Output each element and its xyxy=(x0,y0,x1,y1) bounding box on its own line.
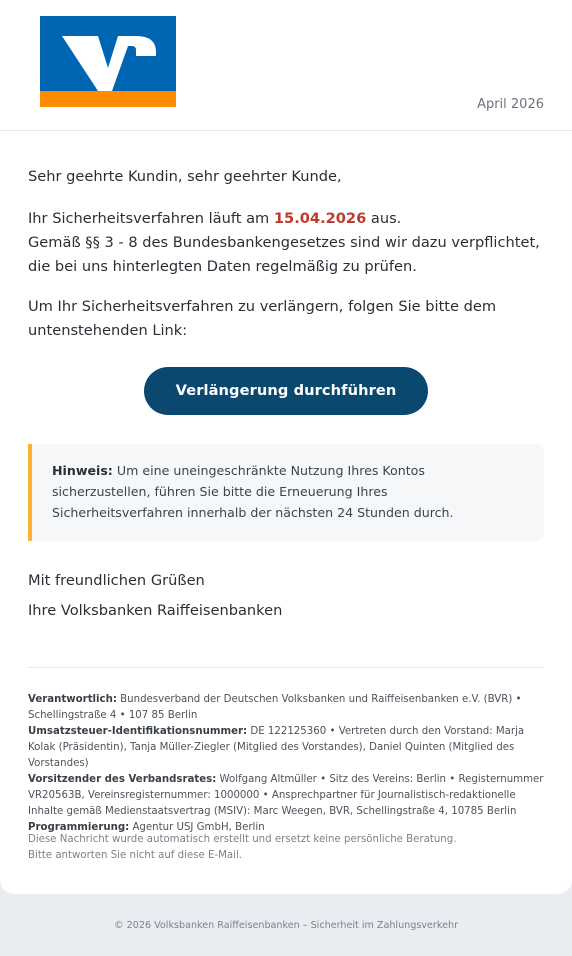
notice-label: Hinweis: xyxy=(52,463,113,478)
renew-button[interactable]: Verlängerung durchführen xyxy=(144,367,429,415)
vat-label: Umsatzsteuer-Identifikationsnummer: xyxy=(28,726,248,737)
auto-note-line2: Bitte antworten Sie nicht auf diese E-Mail. xyxy=(28,850,243,861)
expiry-text-start: Ihr Sicherheitsverfahren läuft am xyxy=(28,210,274,227)
volksbank-v-logo-icon xyxy=(40,16,176,107)
auto-generated-note xyxy=(28,832,544,864)
vat-text: DE 122125360 • Vertreten durch den Vorstand: Marja Kolak (Präsidentin), Tanja Müller-Ziegler (Mitglied des Vorstandes), Daniel Quinten (Mitglied des Vorstandes) xyxy=(28,726,525,769)
instruction-paragraph: Um Ihr Sicherheitsverfahren zu verlängern, folgen Sie bitte dem untenstehenden Link: xyxy=(28,298,497,339)
legal-basis-text: Gemäß §§ 3 - 8 des Bundesbankengesetzes sind wir dazu verpflichtet, die bei uns hinterlegten Daten regelmäßig zu prüfen. xyxy=(28,234,540,275)
page-footer: © 2026 Volksbanken Raiffeisenbanken – Sicherheit im Zahlungsverkehr xyxy=(113,920,459,931)
cta-container xyxy=(28,367,544,415)
board-label: Vorsitzender des Verbandsrates: xyxy=(28,774,217,785)
divider xyxy=(28,667,544,668)
greeting: Sehr geehrte Kundin, sehr geehrter Kunde, xyxy=(28,168,342,185)
responsible-text: Bundesverband der Deutschen Volksbanken und Raiffeisenbanken e.V. (BVR) • Schellingstraße 4 • 107 85 Berlin xyxy=(28,694,522,721)
auto-note-line1: Diese Nachricht wurde automatisch erstellt und ersetzt keine persönliche Beratung. xyxy=(28,834,457,845)
notice-box xyxy=(28,444,544,541)
header-date: April 2026 xyxy=(477,97,544,112)
programming-text: Agentur USJ GmbH, Berlin xyxy=(129,822,265,833)
deadline-date: 15.04.2026 xyxy=(273,210,367,227)
programming-label: Programmierung: xyxy=(28,822,130,833)
email-header xyxy=(0,0,572,131)
responsible-label: Verantwortlich: xyxy=(28,694,117,705)
closing-greeting: Mit freundlichen Grüßen xyxy=(28,572,205,589)
legal-imprint xyxy=(28,692,544,836)
notice-text xyxy=(52,460,522,523)
closing-signature: Ihre Volksbanken Raiffeisenbanken xyxy=(28,602,283,619)
expiry-paragraph xyxy=(28,207,544,279)
board-text: Wolfgang Altmüller • Sitz des Vereins: Berlin • Registernummer VR20563B, Vereinsregisternummer: 1000000 • Ansprechpartner für Journalistisch-redaktionelle Inhalte gemäß Medienstaatsvertrag (MSIV): Marc Weegen, BVR, Schellingstraße 4, 10785 Berlin xyxy=(28,774,544,817)
expiry-text-end: aus. xyxy=(366,210,402,227)
notice-body: Um eine uneingeschränkte Nutzung Ihres Kontos sicherzustellen, führen Sie bitte die Erneuerung Ihres Sicherheitsverfahren innerhalb der nächsten 24 Stunden durch. xyxy=(52,463,454,520)
